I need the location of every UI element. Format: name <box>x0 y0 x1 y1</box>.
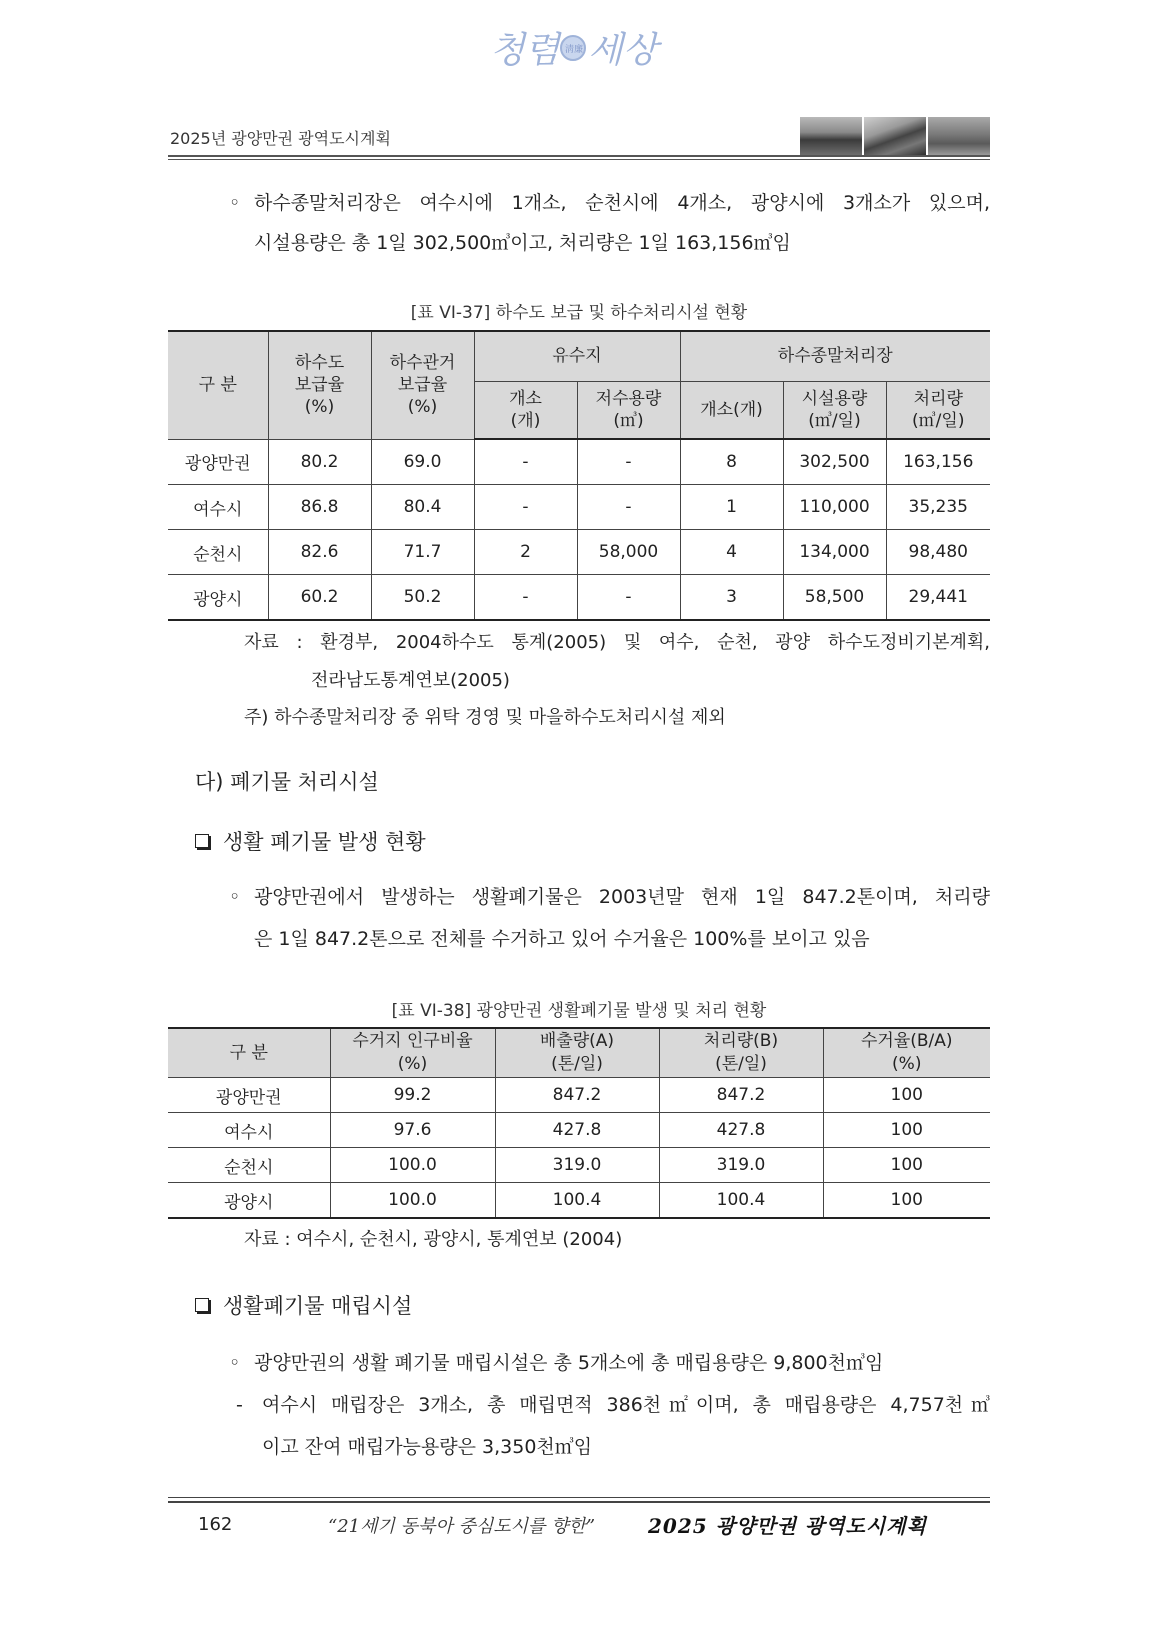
table-row <box>168 1078 990 1113</box>
footer-slogan: “21세기 동북아 중심도시를 향한” <box>328 1516 596 1537</box>
table-cell: - <box>577 575 680 621</box>
table-cell: - <box>474 575 577 621</box>
sewerage-table <box>168 330 990 621</box>
table-cell: 82.6 <box>268 530 371 575</box>
paragraph-line: 여수시 매립장은 3개소, 총 매립면적 386천㎡이며, 총 매립용량은 4,757천㎥ <box>262 1394 990 1416</box>
header-photo-2 <box>864 117 926 155</box>
table-source: 자료 : 여수시, 순천시, 광양시, 통계연보 (2004) <box>244 1229 623 1250</box>
header-rule-thin <box>168 159 990 160</box>
table-cell: 86.8 <box>268 485 371 530</box>
table-cell: 100.0 <box>330 1183 495 1219</box>
table-cell: - <box>474 439 577 485</box>
table-cell: 광양만권 <box>168 439 268 485</box>
header-gubun: 구 분 <box>168 1028 330 1078</box>
table-cell: 319.0 <box>659 1148 823 1183</box>
subsection-heading: 생활폐기물 매립시설 <box>195 1290 412 1320</box>
table-cell: 60.2 <box>268 575 371 621</box>
table-row <box>168 485 990 530</box>
table-cell: 3 <box>680 575 783 621</box>
table-cell: 302,500 <box>783 439 886 485</box>
table-source-cont: 전라남도통계연보(2005) <box>311 670 510 691</box>
table-cell: 순천시 <box>168 1148 330 1183</box>
header-reservoir-count: 개소 (개) <box>474 381 577 439</box>
header-plant-capacity: 시설용량 (㎥/일) <box>783 381 886 439</box>
table-cell: 35,235 <box>886 485 990 530</box>
table-cell: 847.2 <box>659 1078 823 1113</box>
watermark-text-left: 청렴 <box>490 30 560 71</box>
table-row <box>168 1148 990 1183</box>
header-treatment: 처리량(B) (톤/일) <box>659 1028 823 1078</box>
table-cell: 2 <box>474 530 577 575</box>
header-rule <box>168 155 990 157</box>
table-cell: 광양시 <box>168 575 268 621</box>
footer-rule-thin <box>168 1497 990 1498</box>
paragraph-line: 광양만권의 생활 폐기물 매립시설은 총 5개소에 총 매립용량은 9,800천㎥임 <box>254 1352 884 1374</box>
header-collection-rate: 수거율(B/A) (%) <box>823 1028 990 1078</box>
watermark-text-right: 세상 <box>588 30 658 71</box>
table-cell: 69.0 <box>371 439 474 485</box>
table-note: 주) 하수종말처리장 중 위탁 경영 및 마을하수도처리시설 제외 <box>244 707 726 728</box>
table-source: 자료 : 환경부, 2004하수도 통계(2005) 및 여수, 순천, 광양 하수도정비기본계획, <box>244 632 990 653</box>
table-cell: 4 <box>680 530 783 575</box>
waste-table <box>168 1027 990 1219</box>
table-cell: 110,000 <box>783 485 886 530</box>
header-photo-3 <box>928 117 990 155</box>
table-cell: 427.8 <box>495 1113 659 1148</box>
table-cell: 50.2 <box>371 575 474 621</box>
table-cell: 58,000 <box>577 530 680 575</box>
table-cell: 100 <box>823 1183 990 1219</box>
header-emission: 배출량(A) (톤/일) <box>495 1028 659 1078</box>
table-row <box>168 530 990 575</box>
header-treatment-plant: 하수종말처리장 <box>680 331 990 381</box>
paragraph-line: 은 1일 847.2톤으로 전체를 수거하고 있어 수거율은 100%를 보이고 있음 <box>254 928 870 950</box>
table-cell: 8 <box>680 439 783 485</box>
table-cell: 163,156 <box>886 439 990 485</box>
dash-bullet: - <box>236 1394 243 1416</box>
footer-title: 2025 광양만권 광역도시계획 <box>648 1514 927 1538</box>
table-cell: 80.2 <box>268 439 371 485</box>
bullet: ◦ <box>229 886 241 908</box>
table-cell: 여수시 <box>168 485 268 530</box>
bullet: ◦ <box>229 1352 241 1374</box>
watermark-badge: 淸廉 <box>565 45 584 55</box>
header-collection-ratio: 수거지 인구비율 (%) <box>330 1028 495 1078</box>
header-gubun: 구 분 <box>168 331 268 439</box>
header-plant-volume: 처리량 (㎥/일) <box>886 381 990 439</box>
header-title: 2025년 광양만권 광역도시계획 <box>170 129 391 148</box>
table-cell: 100.0 <box>330 1148 495 1183</box>
table-cell: 97.6 <box>330 1113 495 1148</box>
table-cell: 100 <box>823 1113 990 1148</box>
paragraph-line: 시설용량은 총 1일 302,500㎥이고, 처리량은 1일 163,156㎥임 <box>254 232 791 254</box>
table-cell: 319.0 <box>495 1148 659 1183</box>
table-cell: 100 <box>823 1148 990 1183</box>
table-cell: 여수시 <box>168 1113 330 1148</box>
header-reservoir-capacity: 저수용량 (㎥) <box>577 381 680 439</box>
paragraph-line: 하수종말처리장은 여수시에 1개소, 순천시에 4개소, 광양시에 3개소가 있으며, <box>254 192 990 214</box>
header-supply-rate: 하수도 보급율 (%) <box>268 331 371 439</box>
subsection-heading: 생활 폐기물 발생 현황 <box>195 826 426 856</box>
header-plant-count: 개소(개) <box>680 381 783 439</box>
table-cell: 58,500 <box>783 575 886 621</box>
checkbox-bullet-icon <box>195 1298 209 1312</box>
table-cell: 71.7 <box>371 530 474 575</box>
table-cell: - <box>577 485 680 530</box>
table-row <box>168 1183 990 1219</box>
table-cell: 134,000 <box>783 530 886 575</box>
header-photo-1 <box>800 117 862 155</box>
table-cell: 100.4 <box>495 1183 659 1219</box>
section-heading: 다) 폐기물 처리시설 <box>195 770 379 794</box>
footer-rule <box>168 1501 990 1503</box>
table-cell: 847.2 <box>495 1078 659 1113</box>
table-cell: 광양시 <box>168 1183 330 1219</box>
header-photo-strip <box>800 117 990 155</box>
table-cell: 100.4 <box>659 1183 823 1219</box>
paragraph-line: 이고 잔여 매립가능용량은 3,350천㎥임 <box>262 1436 593 1458</box>
bullet: ◦ <box>229 192 241 214</box>
paragraph-line: 광양만권에서 발생하는 생활폐기물은 2003년말 현재 1일 847.2톤이며, 처리량 <box>254 886 990 908</box>
table-row <box>168 575 990 621</box>
header-pipe-rate: 하수관거 보급율 (%) <box>371 331 474 439</box>
table-cell: 427.8 <box>659 1113 823 1148</box>
page-number: 162 <box>198 1514 233 1535</box>
table-row <box>168 439 990 485</box>
table-cell: 29,441 <box>886 575 990 621</box>
table-cell: - <box>577 439 680 485</box>
watermark-logo <box>490 18 670 78</box>
table-row <box>168 1113 990 1148</box>
table-cell: 100 <box>823 1078 990 1113</box>
table-cell: 99.2 <box>330 1078 495 1113</box>
table-cell: 순천시 <box>168 530 268 575</box>
table-caption: [표 VI-37] 하수도 보급 및 하수처리시설 현황 <box>410 303 748 323</box>
header-reservoir: 유수지 <box>474 331 680 381</box>
table-cell: 광양만권 <box>168 1078 330 1113</box>
table-cell: 1 <box>680 485 783 530</box>
table-cell: 98,480 <box>886 530 990 575</box>
table-cell: 80.4 <box>371 485 474 530</box>
checkbox-bullet-icon <box>195 834 209 848</box>
table-caption: [표 VI-38] 광양만권 생활폐기물 발생 및 처리 현황 <box>391 1001 767 1021</box>
table-cell: - <box>474 485 577 530</box>
